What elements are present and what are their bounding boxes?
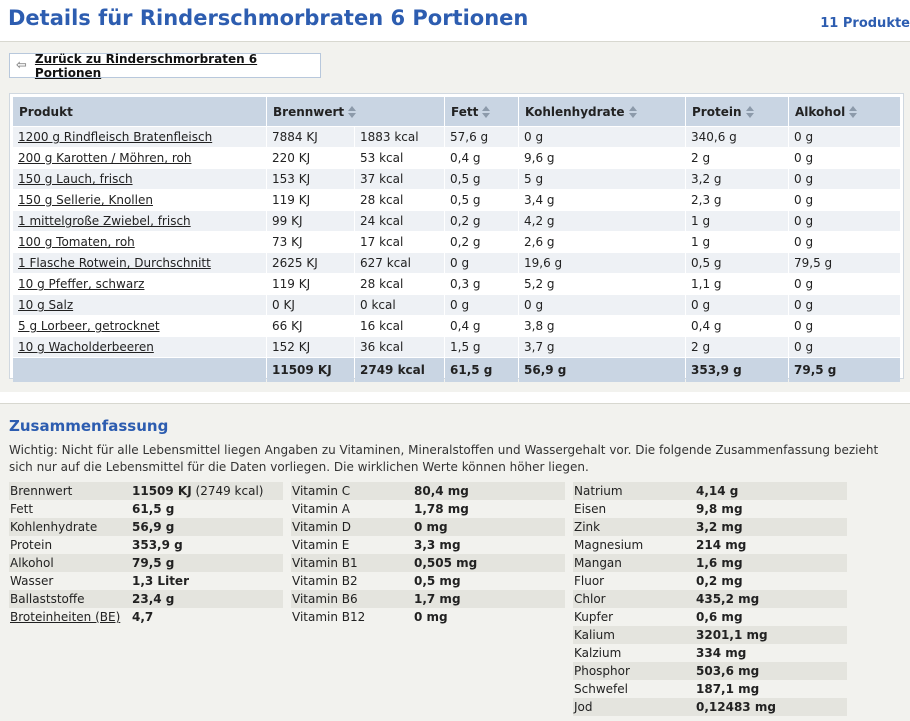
cell-kh: 3,4 g [519, 190, 685, 210]
cell-kj: 66 KJ [267, 316, 354, 336]
cell-alkohol: 0 g [789, 211, 900, 231]
nutrient-value-main: 353,9 g [132, 538, 183, 552]
cell-kcal: 28 kcal [355, 274, 444, 294]
nutrient-value [696, 538, 746, 552]
product-link[interactable]: 10 g Pfeffer, schwarz [18, 277, 145, 291]
nutrient-row [573, 608, 847, 626]
cell-kcal: 53 kcal [355, 148, 444, 168]
cell-kj: 2625 KJ [267, 253, 354, 273]
product-table-container [9, 93, 904, 379]
cell-protein: 0,4 g [686, 316, 788, 336]
nutrient-value-main: 3,2 mg [696, 520, 743, 534]
nutrient-value [696, 628, 768, 642]
cell-alkohol: 0 g [789, 190, 900, 210]
nutrient-row [291, 518, 565, 536]
nutrient-row [9, 572, 283, 590]
cell-alkohol: 0 g [789, 148, 900, 168]
cell-kcal: 24 kcal [355, 211, 444, 231]
nutrient-value [696, 610, 743, 624]
nutrient-label: Wasser [10, 574, 54, 588]
product-table [12, 96, 901, 383]
cell-produkt [13, 274, 266, 294]
nutrient-value-main: 0,5 mg [414, 574, 461, 588]
nutrient-label: Natrium [574, 484, 623, 498]
cell-fett: 0,4 g [445, 148, 518, 168]
column-header-alkohol[interactable]: Alkohol [789, 97, 900, 126]
nutrient-label: Kalzium [574, 646, 622, 660]
cell-alkohol: 0 g [789, 337, 900, 357]
total-kj: 11509 KJ [267, 358, 354, 382]
nutrient-label: Kohlenhydrate [10, 520, 98, 534]
nutrient-value-main: 79,5 g [132, 556, 175, 570]
cell-alkohol: 0 g [789, 232, 900, 252]
cell-kh: 3,8 g [519, 316, 685, 336]
nutrient-row [291, 500, 565, 518]
cell-protein: 2,3 g [686, 190, 788, 210]
nutrient-row [573, 482, 847, 500]
nutrient-label: Vitamin B2 [292, 574, 358, 588]
nutrient-value-main: 0,505 mg [414, 556, 478, 570]
nutrient-value-main: 214 mg [696, 538, 747, 552]
cell-kcal: 37 kcal [355, 169, 444, 189]
cell-kcal: 627 kcal [355, 253, 444, 273]
nutrient-row [573, 680, 847, 698]
nutrient-value-extra: (2749 kcal) [191, 484, 264, 498]
summary-notice: Wichtig: Nicht für alle Lebensmittel liegen Angaben zu Vitaminen, Mineralstoffen und Wassergehalt vor. Die folgende Zusammenfassung bezieht sich nur auf die Lebensmittel für die Daten vorliegen. Die wirklichen Werte können höher liegen. [9, 443, 879, 474]
total-kh: 56,9 g [519, 358, 685, 382]
nutrient-label: Magnesium [574, 538, 644, 552]
nutrient-value [132, 538, 183, 552]
nutrient-row [573, 590, 847, 608]
nutrient-row [291, 572, 565, 590]
nutrient-value [696, 484, 738, 498]
nutrient-row [573, 644, 847, 662]
sort-icon [849, 106, 857, 118]
nutrient-value-main: 0 mg [414, 520, 448, 534]
nutrient-label: Vitamin A [292, 502, 350, 516]
cell-protein: 1,1 g [686, 274, 788, 294]
cell-protein: 2 g [686, 148, 788, 168]
nutrient-value-main: 187,1 mg [696, 682, 760, 696]
nutrient-label: Brennwert [10, 484, 73, 498]
nutrient-value [132, 502, 174, 516]
nutrient-value [696, 502, 743, 516]
sort-icon [348, 106, 356, 118]
column-header-fett[interactable]: Fett [445, 97, 518, 126]
cell-kcal: 28 kcal [355, 190, 444, 210]
nutrient-row [9, 518, 283, 536]
nutrient-label: Kupfer [574, 610, 614, 624]
nutrient-value-main: 80,4 mg [414, 484, 469, 498]
product-link[interactable]: 1 mittelgroße Zwiebel, frisch [18, 214, 191, 228]
nutrient-value [414, 592, 461, 606]
cell-produkt [13, 169, 266, 189]
cell-produkt [13, 148, 266, 168]
nutrient-value [414, 484, 469, 498]
nutrient-row [291, 608, 565, 626]
nutrient-row [291, 482, 565, 500]
nutrient-row [9, 482, 283, 500]
cell-alkohol: 0 g [789, 127, 900, 147]
nutrient-label: Vitamin B6 [292, 592, 358, 606]
nutrient-label: Vitamin D [292, 520, 352, 534]
product-count: 11 Produkte [820, 16, 910, 31]
table-row [13, 169, 900, 189]
nutrient-row [9, 590, 283, 608]
total-protein: 353,9 g [686, 358, 788, 382]
cell-produkt [13, 211, 266, 231]
nutrient-value [696, 682, 759, 696]
nutrient-value-main: 0,6 mg [696, 610, 743, 624]
cell-produkt [13, 295, 266, 315]
product-link[interactable]: 1 Flasche Rotwein, Durchschnitt [18, 256, 211, 270]
nutrient-label: Vitamin E [292, 538, 350, 552]
nutrient-value [132, 556, 174, 570]
cell-kcal: 1883 kcal [355, 127, 444, 147]
nutrient-value [414, 520, 448, 534]
cell-produkt [13, 127, 266, 147]
nutrient-value-main: 0,2 mg [696, 574, 743, 588]
cell-alkohol: 0 g [789, 316, 900, 336]
nutrient-label: Kalium [574, 628, 615, 642]
product-link[interactable]: 150 g Sellerie, Knollen [18, 193, 153, 207]
total-fett: 61,5 g [445, 358, 518, 382]
cell-kh: 4,2 g [519, 211, 685, 231]
total-kcal: 2749 kcal [355, 358, 444, 382]
product-link[interactable]: 200 g Karotten / Möhren, roh [18, 151, 192, 165]
nutrient-row [573, 500, 847, 518]
nutrient-value [414, 610, 448, 624]
cell-kh: 5,2 g [519, 274, 685, 294]
nutrient-value [132, 574, 189, 588]
product-link[interactable]: 10 g Salz [18, 298, 74, 312]
nutrient-row [573, 518, 847, 536]
nutrient-value-main: 3201,1 mg [696, 628, 768, 642]
nutrient-label: Chlor [574, 592, 606, 606]
cell-kj: 220 KJ [267, 148, 354, 168]
nutrient-value [696, 574, 743, 588]
column-header-brennwert[interactable]: Brennwert [267, 97, 444, 126]
cell-protein: 340,6 g [686, 127, 788, 147]
nutrient-row [573, 626, 847, 644]
summary-section [0, 403, 910, 721]
cell-kcal: 0 kcal [355, 295, 444, 315]
cell-kj: 73 KJ [267, 232, 354, 252]
nutrient-value-main: 334 mg [696, 646, 747, 660]
table-row [13, 295, 900, 315]
nutrient-label: Fett [10, 502, 34, 516]
nutrient-value-main: 11509 KJ [132, 484, 192, 498]
cell-fett: 0,2 g [445, 232, 518, 252]
cell-kj: 7884 KJ [267, 127, 354, 147]
arrow-left-icon: ⇦ [16, 58, 27, 73]
table-row [13, 253, 900, 273]
nutrient-label: Ballaststoffe [10, 592, 85, 606]
cell-kh: 0 g [519, 295, 685, 315]
cell-kj: 0 KJ [267, 295, 354, 315]
cell-protein: 0 g [686, 295, 788, 315]
cell-fett: 0,5 g [445, 169, 518, 189]
cell-fett: 1,5 g [445, 337, 518, 357]
nutrient-value [132, 484, 263, 498]
cell-produkt [13, 253, 266, 273]
sort-icon [629, 106, 637, 118]
cell-kcal: 16 kcal [355, 316, 444, 336]
nutrient-value [414, 574, 461, 588]
total-alkohol: 79,5 g [789, 358, 900, 382]
product-link[interactable]: 5 g Lorbeer, getrocknet [18, 319, 160, 333]
table-row [13, 316, 900, 336]
cell-kj: 119 KJ [267, 190, 354, 210]
nutrient-value-main: 0,12483 mg [696, 700, 776, 714]
cell-kj: 119 KJ [267, 274, 354, 294]
table-row [13, 190, 900, 210]
page-title: Details für Rinderschmorbraten 6 Portionen [8, 6, 529, 30]
table-row [13, 232, 900, 252]
nutrient-value [414, 502, 469, 516]
nutrient-value-main: 23,4 g [132, 592, 175, 606]
cell-alkohol: 0 g [789, 169, 900, 189]
table-row [13, 274, 900, 294]
nutrient-value [696, 700, 776, 714]
nutrient-row [573, 554, 847, 572]
nutrient-value [696, 556, 743, 570]
nutrient-row [9, 500, 283, 518]
nutrient-label: Jod [574, 700, 593, 714]
cell-protein: 1 g [686, 232, 788, 252]
nutrient-value [414, 538, 461, 552]
nutrient-value-main: 435,2 mg [696, 592, 760, 606]
cell-produkt [13, 337, 266, 357]
cell-protein: 0,5 g [686, 253, 788, 273]
summary-column-minerals [573, 482, 847, 716]
cell-alkohol: 0 g [789, 295, 900, 315]
summary-title: Zusammenfassung [9, 417, 169, 435]
cell-kj: 153 KJ [267, 169, 354, 189]
cell-protein: 2 g [686, 337, 788, 357]
back-button-label: Zurück zu Rinderschmorbraten 6 Portionen [34, 51, 258, 80]
nutrient-label: Mangan [574, 556, 622, 570]
nutrient-value-main: 1,6 mg [696, 556, 743, 570]
nutrient-label: Schwefel [574, 682, 628, 696]
nutrient-row [9, 536, 283, 554]
nutrient-row [573, 536, 847, 554]
product-link[interactable]: 1200 g Rindfleisch Bratenfleisch [18, 130, 213, 144]
nutrient-value-main: 4,7 [132, 610, 154, 624]
cell-kh: 5 g [519, 169, 685, 189]
nutrient-label: Vitamin B1 [292, 556, 358, 570]
nutrient-label[interactable]: Broteinheiten (BE) [10, 610, 121, 624]
cell-kj: 99 KJ [267, 211, 354, 231]
cell-produkt [13, 190, 266, 210]
nutrient-value [132, 610, 153, 624]
nutrient-row [291, 536, 565, 554]
totals-row [13, 358, 900, 382]
nutrient-value [696, 592, 759, 606]
cell-fett: 0,4 g [445, 316, 518, 336]
nutrient-row [573, 662, 847, 680]
product-link[interactable]: 150 g Lauch, frisch [18, 172, 133, 186]
cell-kh: 0 g [519, 127, 685, 147]
table-row [13, 127, 900, 147]
nutrient-row [291, 554, 565, 572]
cell-alkohol: 79,5 g [789, 253, 900, 273]
nutrient-value-main: 3,3 mg [414, 538, 461, 552]
cell-fett: 57,6 g [445, 127, 518, 147]
nutrient-value-main: 0 mg [414, 610, 448, 624]
nutrient-value [414, 556, 477, 570]
table-row [13, 211, 900, 231]
table-row [13, 148, 900, 168]
nutrient-value [696, 646, 746, 660]
nutrient-value-main: 1,7 mg [414, 592, 461, 606]
nutrient-value-main: 503,6 mg [696, 664, 760, 678]
total-produkt [13, 358, 266, 382]
nutrient-value [696, 520, 743, 534]
cell-kh: 2,6 g [519, 232, 685, 252]
cell-kcal: 17 kcal [355, 232, 444, 252]
cell-produkt [13, 316, 266, 336]
cell-protein: 3,2 g [686, 169, 788, 189]
nutrient-label: Eisen [574, 502, 607, 516]
cell-kh: 3,7 g [519, 337, 685, 357]
nutrient-value [696, 664, 759, 678]
nutrient-label: Vitamin C [292, 484, 351, 498]
nutrient-value-main: 1,3 Liter [132, 574, 189, 588]
nutrient-row [291, 590, 565, 608]
cell-kj: 152 KJ [267, 337, 354, 357]
nutrient-label: Protein [10, 538, 53, 552]
nutrient-label: Zink [574, 520, 601, 534]
cell-fett: 0 g [445, 253, 518, 273]
nutrient-value-main: 9,8 mg [696, 502, 743, 516]
sort-icon [746, 106, 754, 118]
cell-kh: 9,6 g [519, 148, 685, 168]
nutrient-row [9, 608, 283, 626]
nutrient-value [132, 592, 174, 606]
nutrient-row [9, 554, 283, 572]
summary-column-vitamins [291, 482, 565, 626]
product-link[interactable]: 100 g Tomaten, roh [18, 235, 135, 249]
details-section [0, 41, 910, 392]
nutrient-label: Phosphor [574, 664, 630, 678]
cell-protein: 1 g [686, 211, 788, 231]
nutrient-value-main: 61,5 g [132, 502, 175, 516]
nutrient-value [132, 520, 174, 534]
column-header-kohlenhydrate[interactable]: Kohlenhydrate [519, 97, 685, 126]
cell-kh: 19,6 g [519, 253, 685, 273]
cell-kcal: 36 kcal [355, 337, 444, 357]
cell-fett: 0 g [445, 295, 518, 315]
nutrient-label: Fluor [574, 574, 605, 588]
nutrient-label: Vitamin B12 [292, 610, 366, 624]
nutrient-value-main: 56,9 g [132, 520, 175, 534]
cell-alkohol: 0 g [789, 274, 900, 294]
table-header-row [13, 97, 900, 126]
product-link[interactable]: 10 g Wacholderbeeren [18, 340, 154, 354]
table-row [13, 337, 900, 357]
cell-produkt [13, 232, 266, 252]
column-header-protein[interactable]: Protein [686, 97, 788, 126]
nutrient-value-main: 4,14 g [696, 484, 739, 498]
summary-column-basics [9, 482, 283, 626]
cell-fett: 0,2 g [445, 211, 518, 231]
nutrient-row [573, 698, 847, 716]
back-button[interactable] [9, 53, 321, 78]
nutrient-label: Alkohol [10, 556, 54, 570]
sort-icon [482, 106, 490, 118]
cell-fett: 0,5 g [445, 190, 518, 210]
nutrient-value-main: 1,78 mg [414, 502, 469, 516]
cell-fett: 0,3 g [445, 274, 518, 294]
column-header-produkt[interactable]: Produkt [13, 97, 266, 126]
nutrient-row [573, 572, 847, 590]
